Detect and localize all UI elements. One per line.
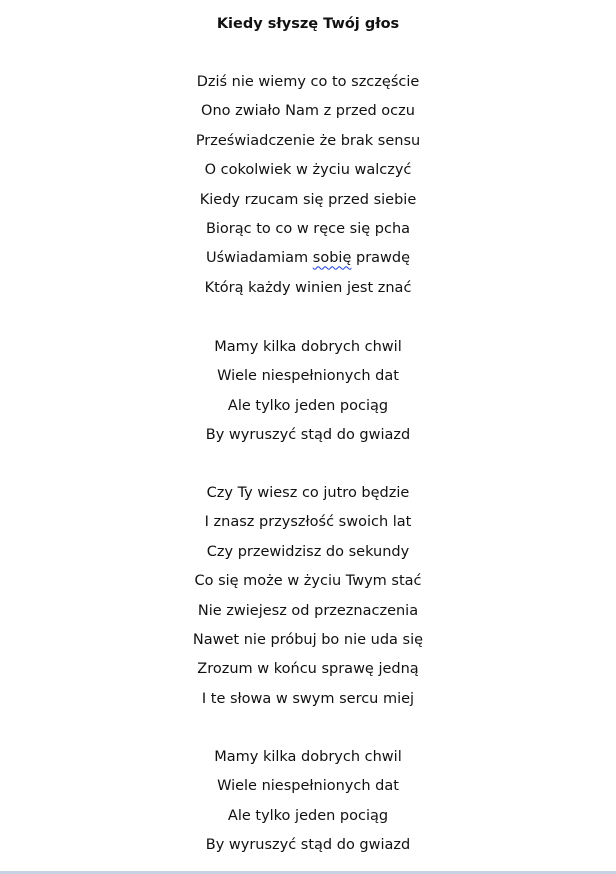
poem-line: Co się może w życiu Twym stać (194, 573, 422, 590)
stanza-2 (0, 333, 616, 451)
poem-line: Biorąc to co w ręce się pcha (205, 220, 411, 237)
spellcheck-flagged-word[interactable]: sobię (312, 250, 352, 267)
stanza-1 (0, 68, 616, 303)
poem-line: Wiele niespełnionych dat (217, 778, 399, 795)
poem-line: Mamy kilka dobrych chwil (214, 339, 402, 355)
poem-line: O cokolwiek w życiu walczyć (204, 162, 412, 179)
poem-line: Ale tylko jeden pociąg (227, 807, 389, 824)
poem-line-with-spellcheck (0, 244, 616, 273)
poem-line: Kiedy rzucam się przed siebie (199, 191, 417, 208)
poem-line: I znasz przyszłość swoich lat (204, 514, 412, 531)
stanza-3 (0, 479, 616, 714)
poem-line: I te słowa w swym sercu miej (201, 690, 415, 707)
poem-line: By wyruszyć stąd do gwiazd (205, 427, 411, 444)
stanza-4 (0, 743, 616, 861)
poem-line: Mamy kilka dobrych chwil (214, 749, 402, 765)
poem-line: Ono zwiało Nam z przed oczu (201, 103, 415, 120)
poem-line: Przeświadczenie że brak sensu (195, 132, 421, 149)
poem-line: Wiele niespełnionych dat (217, 368, 399, 385)
poem-line: Którą każdy winien jest znać (204, 279, 412, 296)
poem-title: Kiedy słyszę Twój głos (216, 16, 400, 32)
poem-line: Nawet nie próbuj bo nie uda się (192, 631, 424, 648)
poem-line: Ale tylko jeden pociąg (227, 397, 389, 414)
poem-line: Czy przewidzisz do sekundy (206, 543, 410, 560)
poem-line: Czy Ty wiesz co jutro będzie (206, 485, 410, 501)
line-text-before: Uświadamiam (205, 250, 313, 267)
poem-line: Nie zwiejesz od przeznaczenia (197, 602, 419, 619)
poem-line: By wyruszyć stąd do gwiazd (205, 837, 411, 854)
poem-line: Zrozum w końcu sprawę jedną (197, 661, 419, 678)
poem-line: Dziś nie wiemy co to szczęście (196, 74, 420, 90)
line-text-after: prawdę (351, 250, 411, 267)
